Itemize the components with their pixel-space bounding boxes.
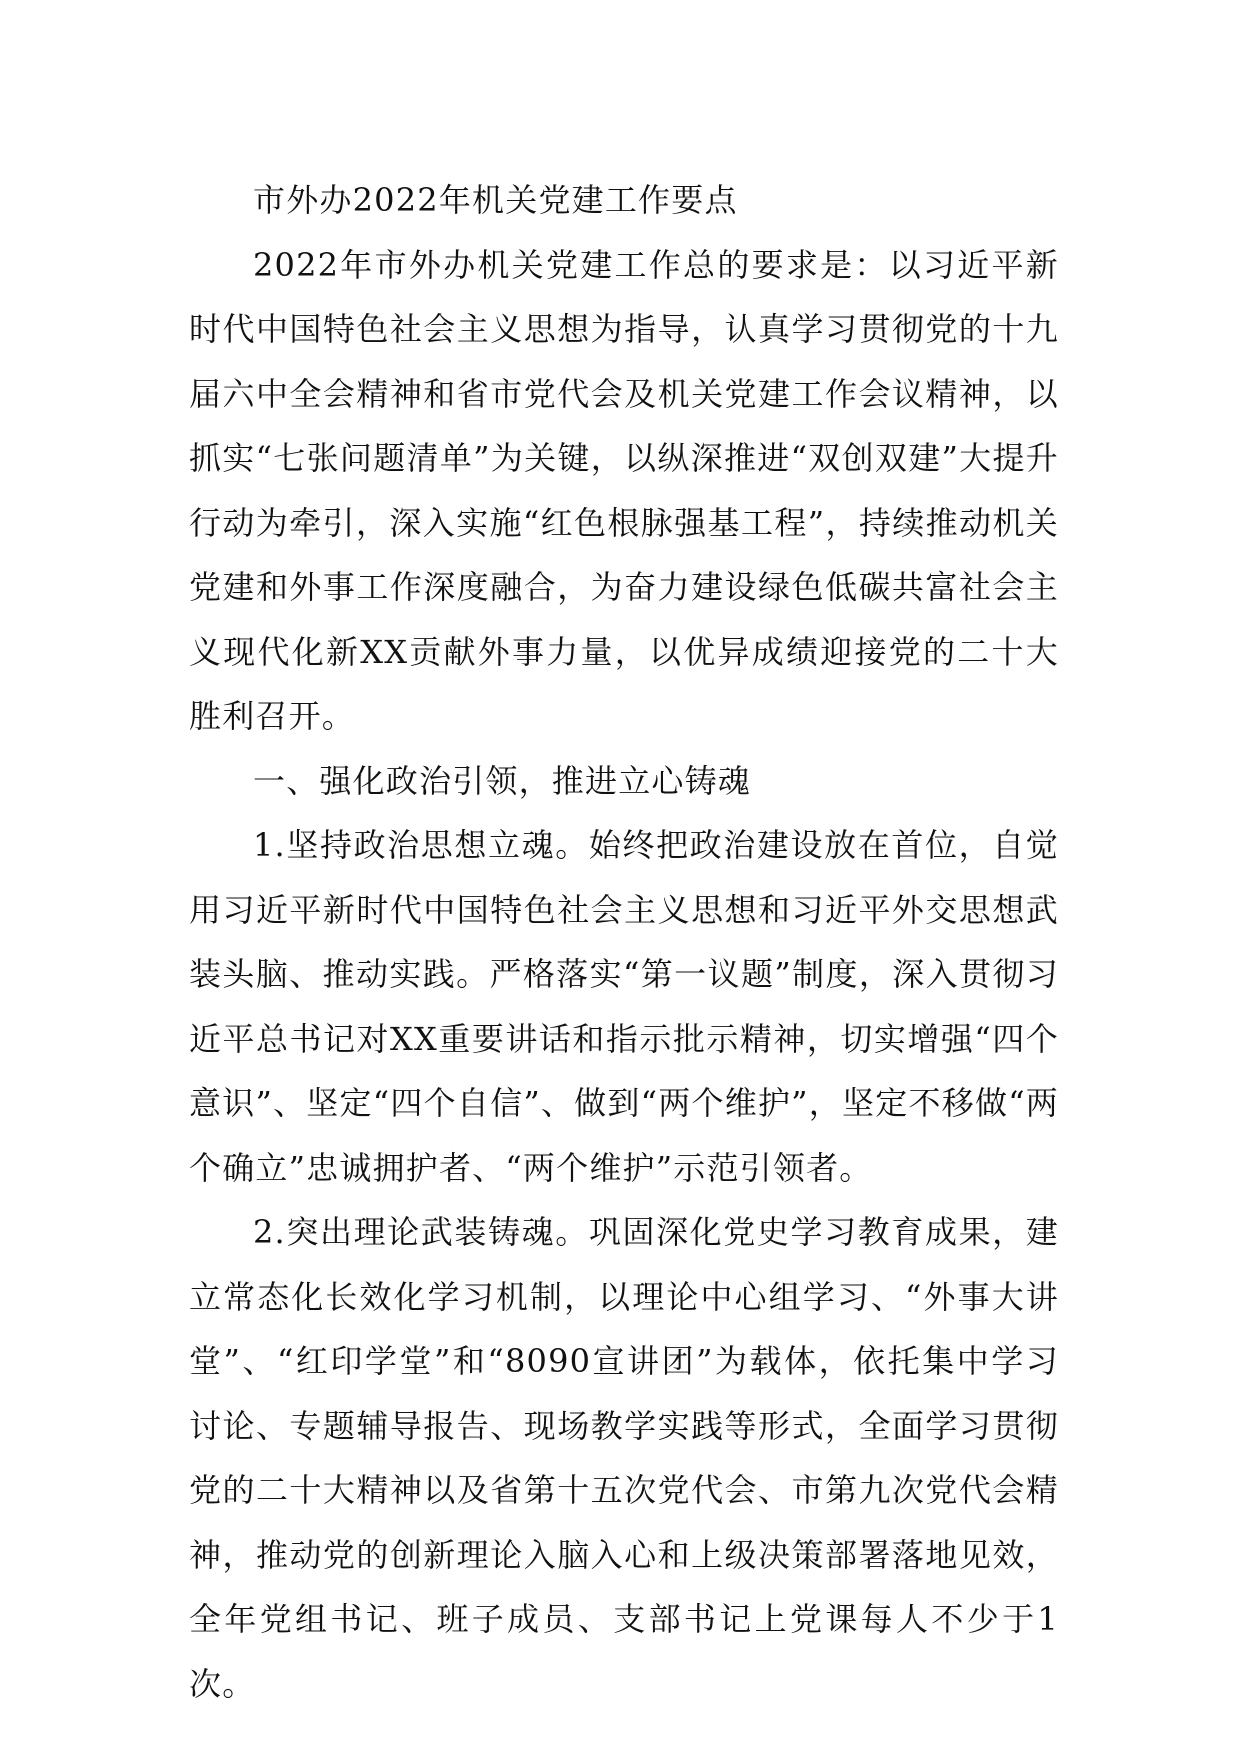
- section-heading-political-guidance: 一、强化政治引领，推进立心铸魂: [253, 761, 752, 800]
- paragraph-general-requirements: 2022年市外办机关党建工作总的要求是：以习近平新时代中国特色社会主义思想为指导，认真学习贯彻党的十九届六中全会精神和省市党代会及机关党建工作会议精神，以抓实“七张问题清单”为关键，以纵深推进“双创双建”大提升行动为牵引，深入实施“红色根脉强基工程”，持续推动机关党建和外事工作深度融合，为奋力建设绿色低碳共富社会主义现代化新XX贡献外事力量，以优异成绩迎接党的二十大胜利召开。: [189, 245, 1059, 735]
- document-body: [189, 168, 1059, 1716]
- paragraph-item-2: 2.突出理论武装铸魂。巩固深化党史学习教育成果，建立常态化长效化学习机制，以理论中心组学习、“外事大讲堂”、“红印学堂”和“8090宣讲团”为载体，依托集中学习讨论、专题辅导报告、现场教学实践等形式，全面学习贯彻党的二十大精神以及省第十五次党代会、市第九次党代会精神，推动党的创新理论入脑入心和上级决策部署落地见效，全年党组书记、班子成员、支部书记上党课每人不少于1次。: [189, 1213, 1059, 1703]
- paragraph-item-1: 1.坚持政治思想立魂。始终把政治建设放在首位，自觉用习近平新时代中国特色社会主义思想和习近平外交思想武装头脑、推动实践。严格落实“第一议题”制度，深入贯彻习近平总书记对XX重要讲话和指示批示精神，切实增强“四个意识”、坚定“四个自信”、做到“两个维护”，坚定不移做“两个确立”忠诚拥护者、“两个维护”示范引领者。: [189, 826, 1059, 1187]
- document-title: 市外办2022年机关党建工作要点: [253, 181, 738, 219]
